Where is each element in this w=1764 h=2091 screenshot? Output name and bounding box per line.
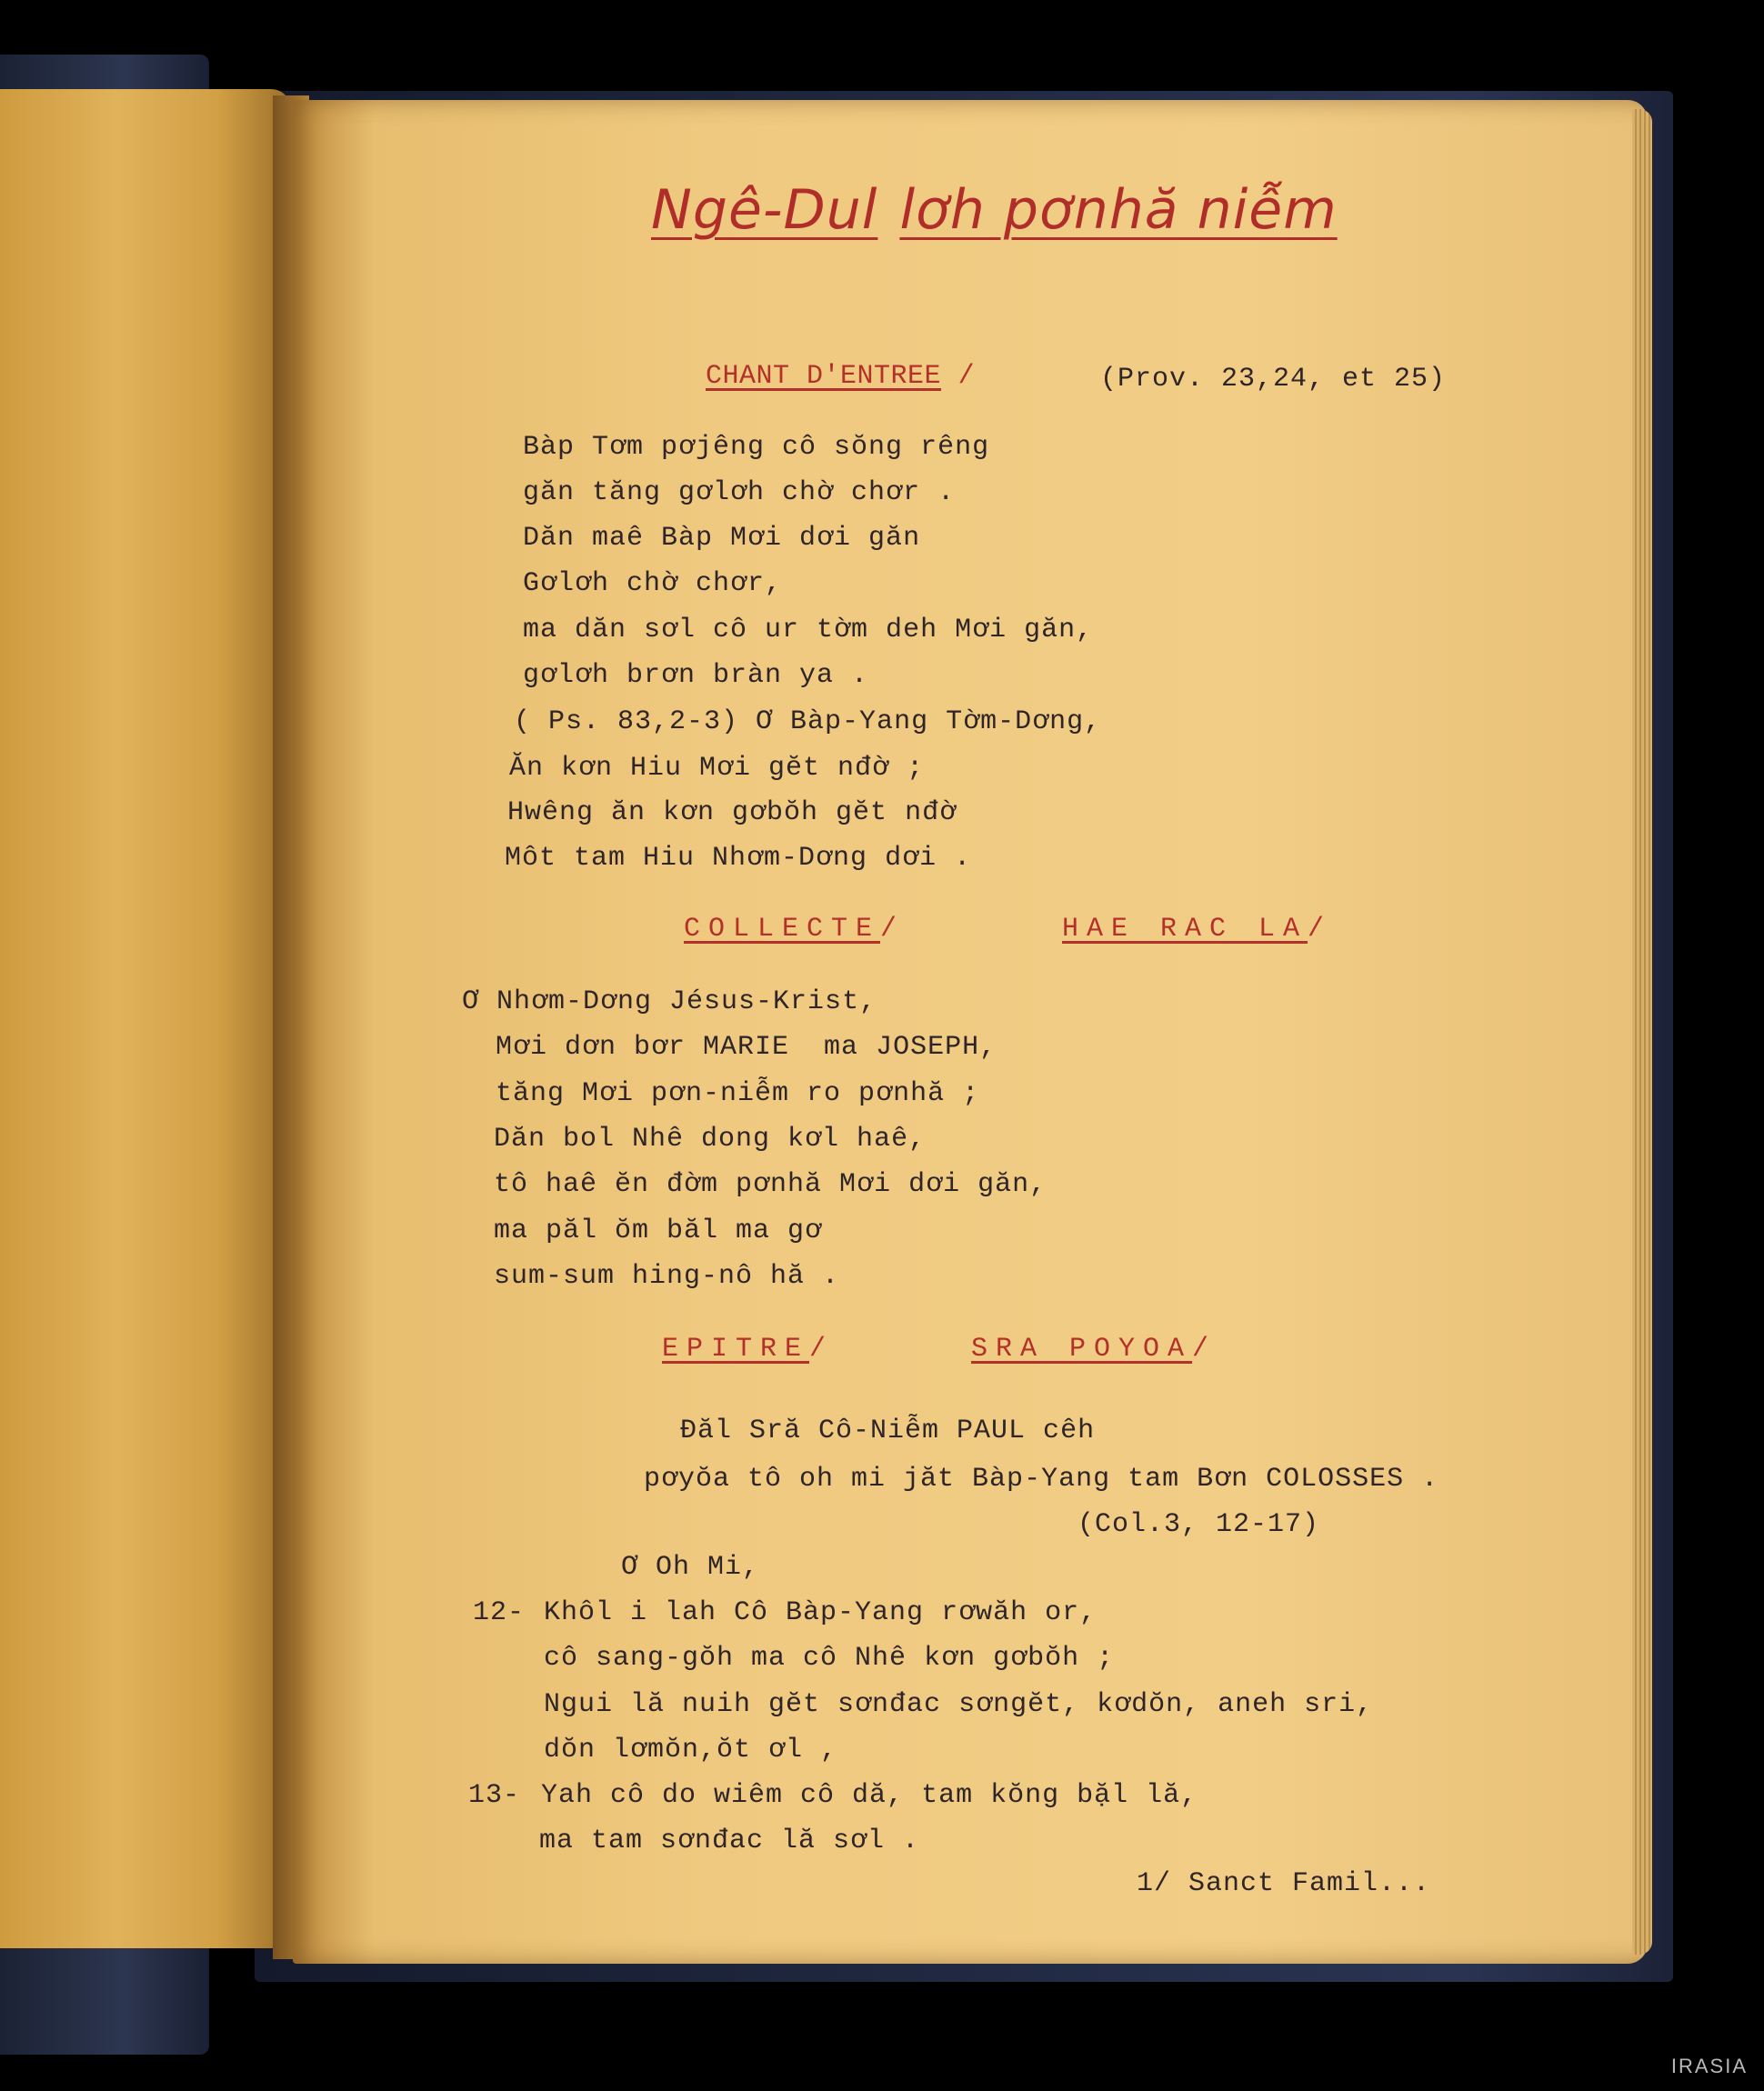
chant-line: Gơlơh chờ chơr, xyxy=(523,568,783,599)
sra-poyoa-heading-row xyxy=(971,1334,1217,1365)
epitre-reference: (Col.3, 12-17) xyxy=(1077,1509,1320,1540)
page-title xyxy=(651,178,1338,242)
chant-entree-reference: (Prov. 23,24, et 25) xyxy=(1100,364,1447,395)
collecte-heading: COLLECTE xyxy=(684,914,881,945)
title-part-1: Ngê-Dul xyxy=(651,178,878,242)
chant-line: Bàp Tơm pơjêng cô sŏng rêng xyxy=(523,432,990,463)
collecte-line: Mơi dơn bơr MARIE ma JOSEPH, xyxy=(496,1032,997,1063)
verse-number: 13- xyxy=(468,1780,521,1811)
collecte-line: tô haê ĕn đờm pơnhă Mơi dơi găn, xyxy=(494,1169,1047,1200)
title-part-2: lơh pơnhă niễm xyxy=(899,178,1338,242)
sra-poyoa-heading: SRA POYOA xyxy=(971,1334,1193,1365)
chant-line: găn tăng gơlơh chờ chơr . xyxy=(523,477,956,508)
epitre-intro-line: Đăl Sră Cô-Niễm PAUL cêh xyxy=(680,1416,1096,1446)
epitre-intro-line: pơyŏa tô oh mi jăt Bàp-Yang tam Bơn COLOSSES . xyxy=(644,1464,1439,1495)
left-page xyxy=(0,89,291,1948)
verse-line: Khôl i lah Cô Bàp-Yang rơwăh or, xyxy=(544,1597,1097,1628)
verse-line: ma tam sơnđac lă sơl . xyxy=(539,1826,920,1856)
chant-line: Ăn kơn Hiu Mơi gĕt nđờ ; xyxy=(509,753,925,784)
page-edges xyxy=(1632,109,1652,1955)
watermark-logo: IRASIA xyxy=(1670,2055,1748,2077)
verse-line: Yah cô do wiêm cô dă, tam kŏng bặl lă, xyxy=(541,1780,1198,1811)
verse-number: 12- xyxy=(473,1597,526,1628)
chant-line: Môt tam Hiu Nhơm-Dơng dơi . xyxy=(505,843,972,874)
heading-slash: / xyxy=(1192,1334,1218,1365)
epitre-greeting: Ơ Oh Mi, xyxy=(621,1552,760,1583)
hae-rac-la-heading-row xyxy=(1062,914,1332,945)
collecte-line: sum-sum hing-nô hă . xyxy=(494,1261,840,1292)
hae-rac-la-heading: HAE RAC LA xyxy=(1062,914,1308,945)
verse-line: cô sang-gŏh ma cô Nhê kơn gơbŏh ; xyxy=(544,1643,1115,1674)
collecte-heading-row xyxy=(684,914,905,945)
chant-line: ( Ps. 83,2-3) Ơ Bàp-Yang Tờm-Dơng, xyxy=(514,706,1102,737)
collecte-line: tăng Mơi pơn-niễm ro pơnhă ; xyxy=(496,1078,980,1109)
chant-line: Hwêng ăn kơn gơbŏh gĕt nđờ xyxy=(507,797,957,828)
collecte-line: ma păl ŏm băl ma gơ xyxy=(494,1216,823,1246)
heading-slash: / xyxy=(880,914,906,945)
chant-line: Dăn maê Bàp Mơi dơi găn xyxy=(523,523,921,554)
collecte-line: Ơ Nhơm-Dơng Jésus-Krist, xyxy=(462,986,877,1017)
verse-line: Ngui lă nuih gĕt sơnđac sơngĕt, kơdŏn, aneh sri, xyxy=(544,1689,1374,1720)
footer-catchword: 1/ Sanct Famil... xyxy=(1137,1868,1431,1899)
collecte-line: Dăn bol Nhê dong kơl haê, xyxy=(494,1124,927,1155)
chant-entree-heading-row xyxy=(706,361,975,392)
chant-line: ma dăn sơl cô ur tờm deh Mơi găn, xyxy=(523,615,1094,645)
heading-slash: / xyxy=(809,1334,835,1365)
chant-entree-heading: CHANT D'ENTREE xyxy=(706,361,942,392)
chant-line: gơlơh brơn bràn ya . xyxy=(523,660,869,691)
heading-slash: / xyxy=(957,361,976,392)
verse-line: dŏn lơmŏn,ŏt ơl , xyxy=(544,1735,838,1766)
heading-slash: / xyxy=(1308,914,1333,945)
epitre-heading: EPITRE xyxy=(662,1334,810,1365)
epitre-heading-row xyxy=(662,1334,834,1365)
